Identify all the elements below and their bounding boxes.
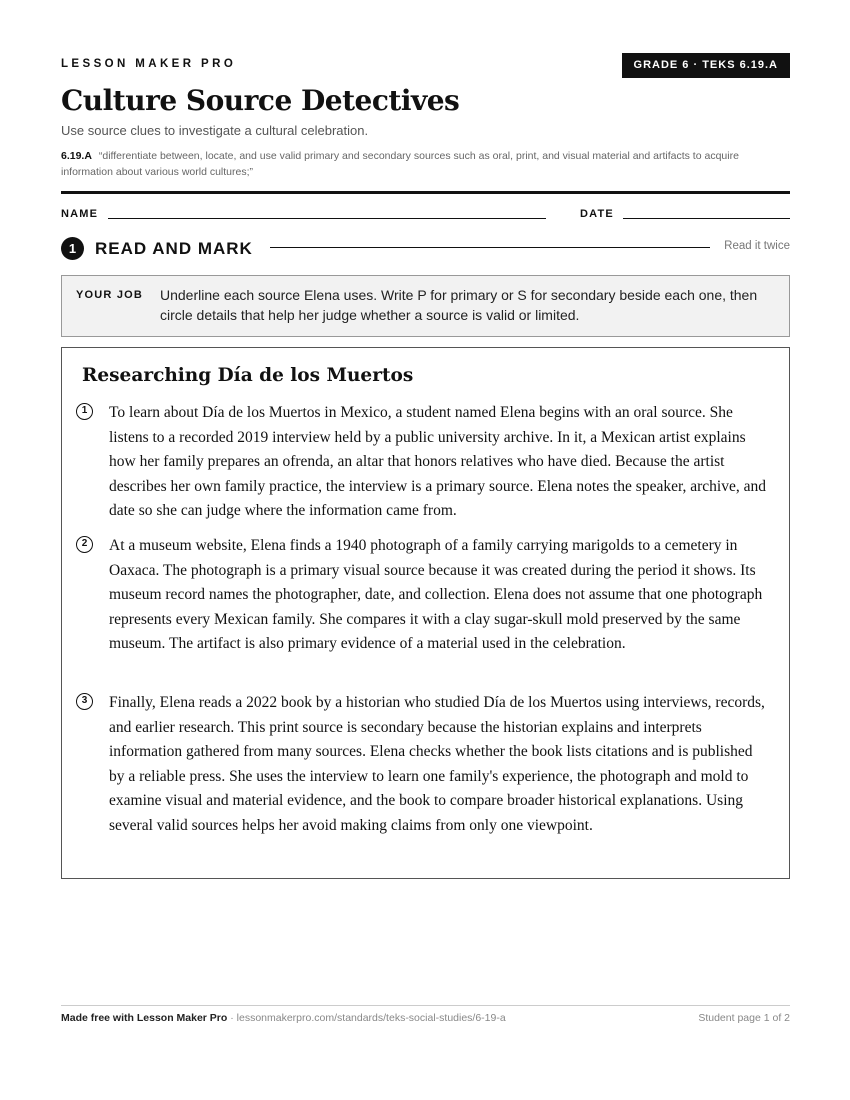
footer-url[interactable]: lessonmakerpro.com/standards/teks-social-studies/6-19-a xyxy=(236,1012,506,1024)
standard-statement xyxy=(61,148,790,180)
paragraph-text: To learn about Día de los Muertos in Mexico, a student named Elena begins with an oral source. She listens to a recorded 2019 interview held by a public university archive. In it, a Mexican artist explains how her family prepares an ofrenda, an altar that honors relatives who have died. Because the artist describes her own family practice, the interview is a primary source. Elena notes the speaker, archive, and date so she can judge where the information came from. xyxy=(109,404,767,519)
section-title: READ AND MARK xyxy=(95,239,253,258)
passage-title: Researching Día de los Muertos xyxy=(82,365,414,386)
name-field[interactable] xyxy=(108,218,546,219)
standard-code: 6.19.A xyxy=(61,150,92,162)
page-title: Culture Source Detectives xyxy=(61,84,460,117)
paragraph-number: 3 xyxy=(76,693,93,710)
date-label: DATE xyxy=(580,208,614,220)
paragraph-text: At a museum website, Elena finds a 1940 photograph of a family carrying marigolds to a cemetery in Oaxaca. The photograph is a primary visual source because it was created during the period it shows. Its museum record names the photographer, date, and collection. Elena does not assume that one photograph represents every Mexican family. She compares it with a clay sugar-skull mold preserved by the same museum. The artifact is also primary evidence of a material used in the celebration. xyxy=(109,537,763,652)
footer-made-with: Made free with Lesson Maker Pro xyxy=(61,1012,228,1024)
section-number-badge: 1 xyxy=(61,237,84,260)
instructions-text: Underline each source Elena uses. Write P for primary or S for secondary beside each one, then circle details that help her judge whether a source is valid or limited. xyxy=(160,287,758,323)
page-number: Student page 1 of 2 xyxy=(698,1012,790,1024)
page-subtitle: Use source clues to investigate a cultural celebration. xyxy=(61,123,369,138)
section-divider xyxy=(270,247,710,248)
instructions-label: YOUR JOB xyxy=(76,289,144,301)
paragraph-number: 1 xyxy=(76,403,93,420)
instructions-box xyxy=(61,275,790,337)
brand-name: LESSON MAKER PRO xyxy=(61,58,237,70)
date-field[interactable] xyxy=(623,218,790,219)
footer-credit xyxy=(61,1012,506,1024)
name-label: NAME xyxy=(61,208,99,220)
grade-badge: GRADE 6 · TEKS 6.19.A xyxy=(622,53,790,78)
worksheet-page xyxy=(61,0,790,1100)
reading-passage xyxy=(61,347,790,879)
paragraph-text: Finally, Elena reads a 2022 book by a historian who studied Día de los Muertos using interviews, records, and earlier research. This print source is secondary because the historian explains and interprets information gathered from many sources. Elena checks whether the book lists citations and is published by a reliable press. She uses the interview to learn one family's experience, the photograph and mold to examine visual and material evidence, and the book to compare broader historical explanations. Using several valid sources helps her avoid making claims from only one viewpoint. xyxy=(109,694,765,834)
footer-separator: · xyxy=(230,1012,237,1024)
standard-text: “differentiate between, locate, and use valid primary and secondary sources such as oral, print, and visual material and artifacts to acquire information about various world cultures;” xyxy=(61,150,739,178)
section-note: Read it twice xyxy=(724,240,790,252)
footer-divider xyxy=(61,1005,790,1006)
paragraph-number: 2 xyxy=(76,536,93,553)
header-divider xyxy=(61,191,790,194)
